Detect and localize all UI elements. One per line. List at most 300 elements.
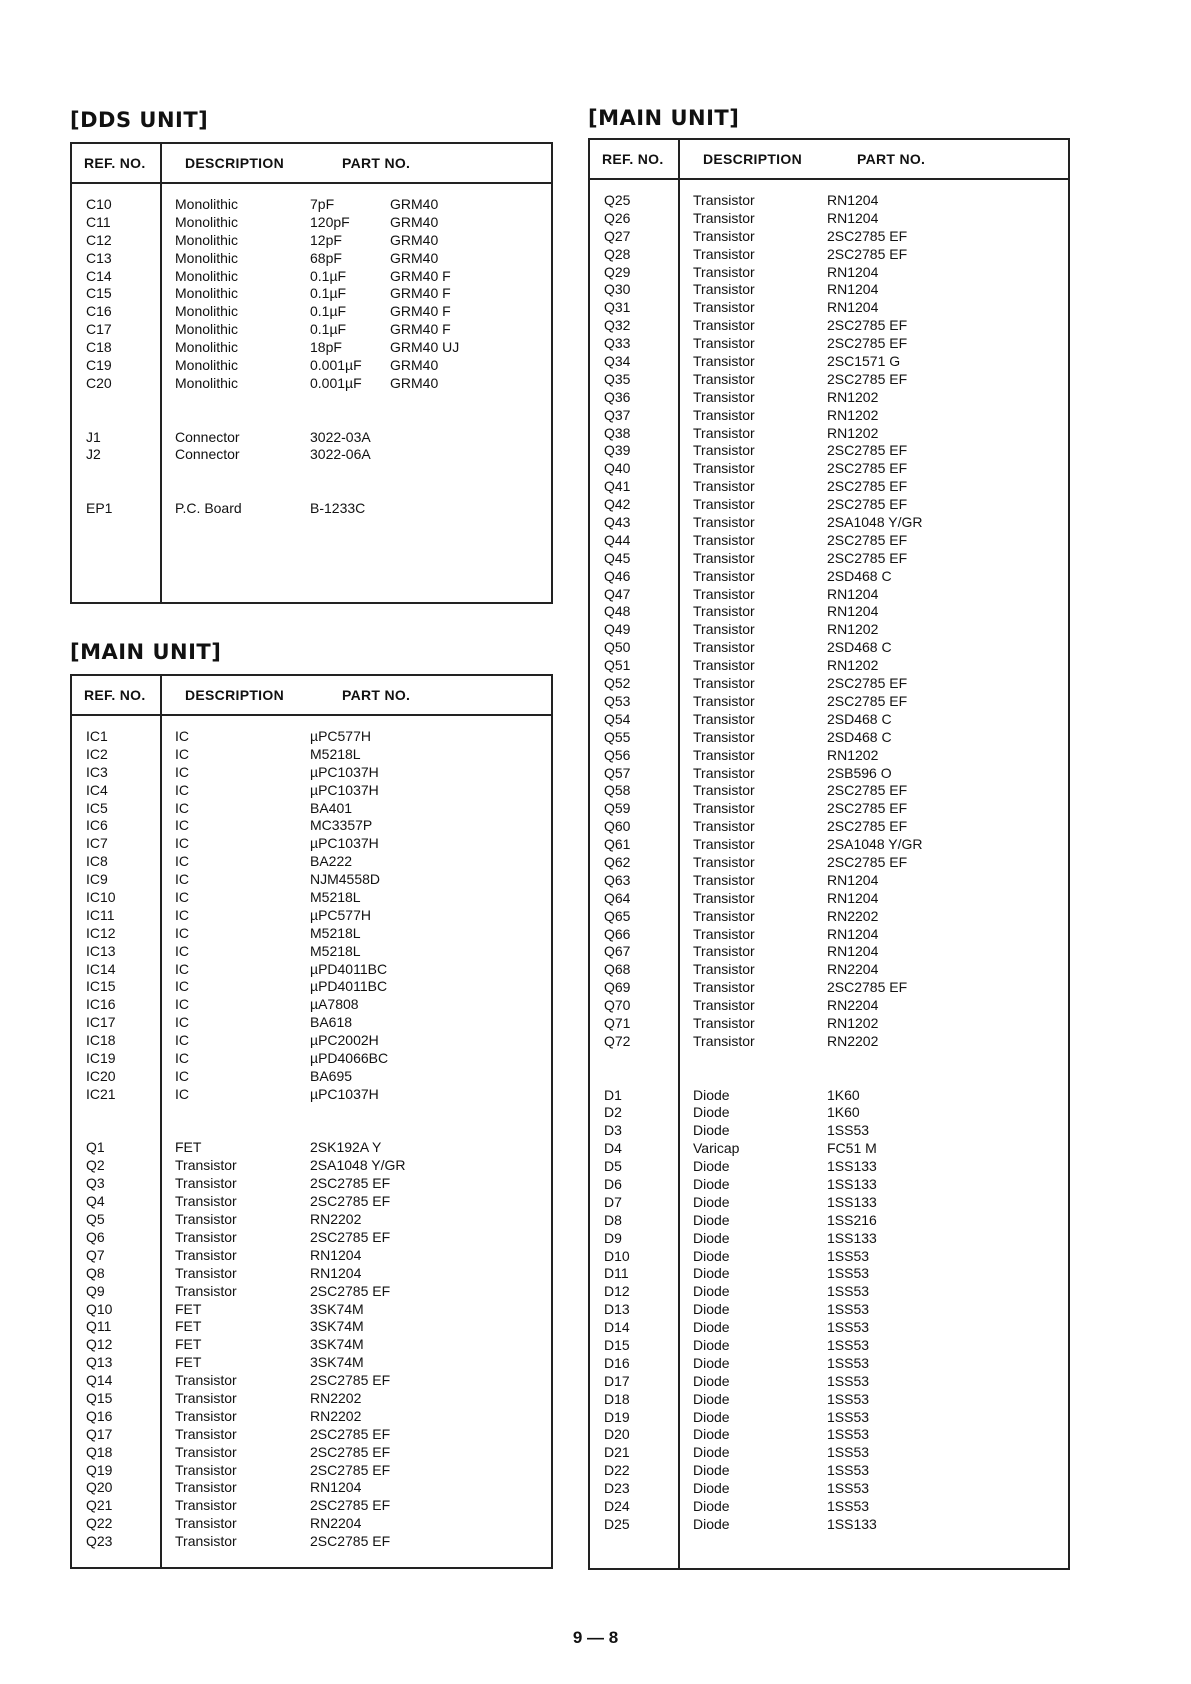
part-no-cell: RN1204 [310,1246,362,1263]
table-row [72,1014,551,1032]
table-row [72,1175,551,1193]
description-cell: Connector [175,428,240,445]
table-row [72,978,551,996]
table-row [72,1193,551,1211]
part-type-cell: GRM40 F [390,267,451,284]
ref-no-cell: IC3 [86,763,108,780]
part-no-cell: 2SC2785 EF [310,1425,391,1442]
part-no-cell: RN1202 [827,621,879,638]
part-no-cell: RN2204 [827,961,879,978]
description-cell: Transistor [693,245,755,262]
table-row [72,1050,551,1068]
table-row [72,961,551,979]
description-cell: Varicap [693,1140,740,1157]
description-cell: IC [175,799,189,816]
part-no-cell: µPC577H [310,728,371,744]
table-row [590,353,1068,371]
part-no-cell: 2SC2785 EF [310,1533,391,1550]
description-cell: Transistor [175,1228,237,1245]
description-cell: IC [175,996,189,1013]
table-row [590,228,1068,246]
table-header [72,144,551,184]
part-no-cell: 1SS53 [827,1319,870,1336]
table-row [590,1301,1068,1319]
part-no-cell: 3SK74M [310,1318,364,1335]
part-no-cell: 1SS133 [827,1515,877,1532]
description-cell: IC [175,1050,189,1067]
table-row [590,1355,1068,1373]
table-row [72,728,551,746]
description-cell: Transistor [693,675,755,692]
part-no-cell: 1SS133 [827,1229,877,1246]
description-cell: IC [175,942,189,959]
description-cell: Transistor [175,1479,237,1496]
table-row [590,603,1068,621]
description-cell: Transistor [693,692,755,709]
ref-no-cell: C14 [86,267,112,284]
table-row [590,872,1068,890]
ref-no-cell: IC17 [86,1014,116,1031]
table-row [590,997,1068,1015]
ref-no-cell: Q48 [604,603,631,620]
ref-no-cell: IC20 [86,1067,116,1084]
description-cell: Transistor [693,818,755,835]
description-cell: Monolithic [175,321,239,338]
table-row [72,1122,551,1140]
main-unit-parts-table-left [70,674,553,1569]
table-row [72,1032,551,1050]
part-type-cell: GRM40 UJ [390,339,460,356]
ref-no-cell: Q15 [86,1389,113,1406]
part-no-cell: BA401 [310,799,353,816]
part-no-cell: RN1202 [827,388,879,405]
part-no-cell: 2SC2785 EF [310,1497,391,1514]
description-cell: IC [175,924,189,941]
part-no-cell: 1SS53 [827,1122,870,1139]
ref-no-cell: Q28 [604,245,631,262]
description-cell: Diode [693,1319,730,1336]
table-row [72,1408,551,1426]
part-no-cell: 2SC2785 EF [827,335,908,352]
ref-no-cell: D12 [604,1283,630,1300]
part-type-cell: GRM40 F [390,303,451,320]
part-no-cell: RN1204 [827,889,879,906]
ref-no-cell: Q58 [604,782,631,799]
description-cell: Diode [693,1426,730,1443]
table-row [590,442,1068,460]
ref-no-cell: Q68 [604,961,631,978]
description-cell: Transistor [693,442,755,459]
part-no-cell: 1SS53 [827,1390,870,1407]
table-row [72,1336,551,1354]
table-row [72,339,551,357]
description-cell: Transistor [693,728,755,745]
description-cell: IC [175,728,189,744]
ref-no-cell: Q59 [604,800,631,817]
description-cell: Diode [693,1193,730,1210]
description-cell: IC [175,781,189,798]
ref-no-cell: IC10 [86,889,116,906]
description-cell: Monolithic [175,357,239,374]
description-cell: IC [175,1085,189,1102]
table-row [590,1319,1068,1337]
part-no-cell: 1SS53 [827,1247,870,1264]
description-cell: Transistor [175,1264,237,1281]
part-no-cell: µPD4011BC [310,978,388,995]
part-no-cell: 2SC2785 EF [827,979,908,996]
table-header [72,676,551,716]
description-cell: Transistor [693,424,755,441]
description-cell: Transistor [693,514,755,531]
part-no-cell: 3SK74M [310,1336,364,1353]
table-row [590,389,1068,407]
ref-no-cell: D7 [604,1193,622,1210]
description-cell: Transistor [693,353,755,370]
table-row [590,693,1068,711]
description-cell: Transistor [693,1014,755,1031]
main-unit-parts-table-right [588,138,1070,1570]
table-row [72,782,551,800]
part-no-cell: 2SC2785 EF [310,1228,391,1245]
ref-no-cell: Q38 [604,424,631,441]
table-row [590,425,1068,443]
ref-no-cell: D16 [604,1354,630,1371]
description-cell: Transistor [175,1282,237,1299]
table-row [590,335,1068,353]
description-cell: Transistor [693,997,755,1014]
part-no-cell: RN1204 [827,281,879,298]
part-no-cell: 3SK74M [310,1300,364,1317]
ref-no-cell: D2 [604,1104,622,1121]
ref-no-cell: Q16 [86,1407,113,1424]
part-no-cell: 2SD468 C [827,639,892,656]
ref-no-cell: Q60 [604,818,631,835]
part-no-cell: RN1204 [310,1264,362,1281]
table-row [72,464,551,482]
ref-no-cell: Q18 [86,1443,113,1460]
part-no-cell: 0.1µF [310,303,347,320]
table-row [590,729,1068,747]
description-cell: Transistor [693,299,755,316]
part-no-cell: 0.1µF [310,267,347,284]
ref-no-cell: Q26 [604,209,631,226]
part-no-cell: RN1202 [827,1014,879,1031]
description-cell: Diode [693,1372,730,1389]
part-no-cell: RN1204 [827,585,879,602]
ref-no-cell: Q44 [604,531,631,548]
part-no-cell: µPD4066BC [310,1050,389,1067]
table-row [72,500,551,518]
part-no-cell: 1SS53 [827,1444,870,1461]
table-row [590,1230,1068,1248]
part-no-cell: M5218L [310,745,361,762]
part-no-cell: 2SC2785 EF [310,1443,391,1460]
ref-no-cell: C10 [86,196,112,212]
table-row [590,460,1068,478]
header-ref-no: REF. NO. [84,155,146,171]
part-no-cell: 1SS53 [827,1372,870,1389]
table-row [72,1068,551,1086]
description-cell: Transistor [693,836,755,853]
description-cell: Transistor [693,406,755,423]
table-row [72,196,551,214]
description-cell: Diode [693,1158,730,1175]
ref-no-cell: Q25 [604,192,631,208]
description-cell: Monolithic [175,196,239,212]
part-no-cell: RN1204 [827,192,879,208]
description-cell: Connector [175,446,240,463]
ref-no-cell: C17 [86,321,112,338]
table-row [72,943,551,961]
ref-no-cell: Q9 [86,1282,105,1299]
description-cell: Diode [693,1247,730,1264]
ref-no-cell: Q2 [86,1157,105,1174]
description-cell: Diode [693,1480,730,1497]
main-unit-title-right: [MAIN UNIT] [588,106,740,130]
description-cell: Transistor [175,1425,237,1442]
ref-no-cell: D14 [604,1319,630,1336]
ref-no-cell: Q29 [604,263,631,280]
table-row [72,321,551,339]
part-no-cell: 1SS133 [827,1158,877,1175]
description-cell: IC [175,960,189,977]
ref-no-cell: Q13 [86,1354,113,1371]
table-row [590,1283,1068,1301]
part-no-cell: 1SS53 [827,1462,870,1479]
table-row [72,835,551,853]
ref-no-cell: D17 [604,1372,630,1389]
ref-no-cell: IC7 [86,835,108,852]
ref-no-cell: D8 [604,1211,622,1228]
ref-no-cell: Q63 [604,871,631,888]
part-no-cell: RN1204 [827,871,879,888]
description-cell: Transistor [693,764,755,781]
part-no-cell: µPC1037H [310,781,379,798]
table-row [72,446,551,464]
ref-no-cell: IC19 [86,1050,116,1067]
part-no-cell: 2SA1048 Y/GR [827,514,923,531]
table-row [72,925,551,943]
table-row [590,407,1068,425]
table-row [590,926,1068,944]
part-no-cell: 2SC2785 EF [827,692,908,709]
ref-no-cell: Q41 [604,478,631,495]
description-cell: Transistor [693,889,755,906]
description-cell: Transistor [693,639,755,656]
part-type-cell: GRM40 [390,196,439,212]
table-row [590,1158,1068,1176]
part-no-cell: µPC1037H [310,835,379,852]
ref-no-cell: Q7 [86,1246,105,1263]
table-row [72,764,551,782]
part-no-cell: 2SC2785 EF [827,245,908,262]
part-no-cell: BA618 [310,1014,353,1031]
description-cell: Transistor [693,478,755,495]
description-cell: Transistor [693,961,755,978]
description-cell: Transistor [693,585,755,602]
table-row [590,514,1068,532]
part-no-cell: 12pF [310,231,342,248]
ref-no-cell: Q14 [86,1372,113,1389]
ref-no-cell: Q50 [604,639,631,656]
ref-no-cell: Q53 [604,692,631,709]
ref-no-cell: Q65 [604,907,631,924]
ref-no-cell: Q8 [86,1264,105,1281]
ref-no-cell: Q72 [604,1032,631,1049]
ref-no-cell: C20 [86,374,112,391]
table-row [590,1409,1068,1427]
description-cell: Transistor [175,1533,237,1550]
ref-no-cell: IC11 [86,906,115,923]
ref-no-cell: Q31 [604,299,631,316]
part-no-cell: 1K60 [827,1086,860,1103]
header-part-no: PART NO. [342,687,411,703]
ref-no-cell: IC12 [86,924,116,941]
part-no-cell: M5218L [310,942,361,959]
part-no-cell: RN1204 [827,925,879,942]
part-no-cell: RN1204 [827,209,879,226]
table-row [72,1479,551,1497]
description-cell: Transistor [693,907,755,924]
description-cell: Transistor [693,388,755,405]
description-cell: Transistor [175,1443,237,1460]
description-cell: IC [175,1032,189,1049]
table-row [590,621,1068,639]
ref-no-cell: IC13 [86,942,116,959]
description-cell: Diode [693,1444,730,1461]
ref-no-cell: Q51 [604,657,631,674]
table-row [590,1516,1068,1534]
part-no-cell: 2SB596 O [827,764,892,781]
description-cell: IC [175,889,189,906]
table-row [72,1497,551,1515]
table-row [590,1176,1068,1194]
table-row [590,1265,1068,1283]
ref-no-cell: D3 [604,1122,622,1139]
description-cell: Transistor [693,746,755,763]
part-type-cell: GRM40 [390,357,439,374]
table-row [72,1426,551,1444]
table-row [590,264,1068,282]
part-no-cell: 1SS53 [827,1354,870,1371]
part-no-cell: 2SC2785 EF [827,675,908,692]
ref-no-cell: D15 [604,1337,630,1353]
table-row [72,1229,551,1247]
part-no-cell: 2SC2785 EF [827,800,908,817]
part-no-cell: 1SS133 [827,1193,877,1210]
ref-no-cell: Q30 [604,281,631,298]
description-cell: Transistor [693,1032,755,1049]
part-no-cell: 2SC2785 EF [310,1193,391,1210]
table-row [72,1265,551,1283]
ref-no-cell: Q66 [604,925,631,942]
ref-no-cell: D20 [604,1426,630,1443]
description-cell: Monolithic [175,285,239,302]
header-part-no: PART NO. [857,151,926,167]
table-row [72,232,551,250]
part-no-cell: RN1204 [310,1479,362,1496]
table-row [72,429,551,447]
ref-no-cell: Q54 [604,710,631,727]
description-cell: Diode [693,1390,730,1407]
ref-no-cell: Q11 [86,1318,112,1335]
part-no-cell: 2SD468 C [827,710,892,727]
ref-no-cell: D23 [604,1480,630,1497]
ref-no-cell: Q6 [86,1228,105,1245]
part-no-cell: RN2204 [827,997,879,1014]
part-no-cell: 2SC2785 EF [827,227,908,244]
ref-no-cell: IC5 [86,799,108,816]
description-cell: Transistor [175,1389,237,1406]
part-no-cell: RN2202 [310,1407,362,1424]
description-cell: Transistor [175,1211,237,1228]
part-type-cell: GRM40 [390,231,439,248]
ref-no-cell: D5 [604,1158,622,1175]
part-no-cell: 1SS53 [827,1265,870,1282]
part-no-cell: 2SC2785 EF [310,1372,391,1389]
description-cell: Diode [693,1265,730,1282]
description-cell: Transistor [693,281,755,298]
part-no-cell: 0.001µF [310,374,362,391]
description-cell: Diode [693,1175,730,1192]
table-row [590,854,1068,872]
table-row [590,1087,1068,1105]
table-row [590,532,1068,550]
description-cell: Transistor [693,263,755,280]
table-row [72,800,551,818]
description-cell: IC [175,763,189,780]
part-no-cell: RN1202 [827,406,879,423]
description-cell: IC [175,1014,189,1031]
description-cell: Transistor [693,853,755,870]
ref-no-cell: Q46 [604,567,631,584]
table-row [590,478,1068,496]
part-no-cell: 1SS133 [827,1175,877,1192]
ref-no-cell: C16 [86,303,112,320]
table-row [590,1426,1068,1444]
table-row [590,568,1068,586]
description-cell: Monolithic [175,213,239,230]
table-row [72,375,551,393]
description-cell: Transistor [693,549,755,566]
table-row [72,1318,551,1336]
ref-no-cell: Q49 [604,621,631,638]
description-cell: Transistor [175,1157,237,1174]
ref-no-cell: IC21 [86,1085,116,1102]
ref-no-cell: Q56 [604,746,631,763]
part-no-cell: 2SC2785 EF [827,460,908,477]
ref-no-cell: Q69 [604,979,631,996]
table-row [72,1283,551,1301]
table-row [590,961,1068,979]
ref-no-cell: Q47 [604,585,631,602]
ref-no-cell: J2 [86,446,101,463]
dds-unit-title: [DDS UNIT] [70,108,209,132]
part-no-cell: µPC1037H [310,763,379,780]
table-row [590,246,1068,264]
part-no-cell: M5218L [310,924,361,941]
part-no-cell: 120pF [310,213,350,230]
ref-no-cell: Q52 [604,675,631,692]
ref-no-cell: IC6 [86,817,108,834]
ref-no-cell: Q20 [86,1479,113,1496]
table-row [590,1033,1068,1051]
part-no-cell: M5218L [310,889,361,906]
header-description: DESCRIPTION [185,687,284,703]
part-no-cell: 1SS53 [827,1301,870,1318]
part-no-cell: BA695 [310,1067,353,1084]
description-cell: Transistor [693,925,755,942]
